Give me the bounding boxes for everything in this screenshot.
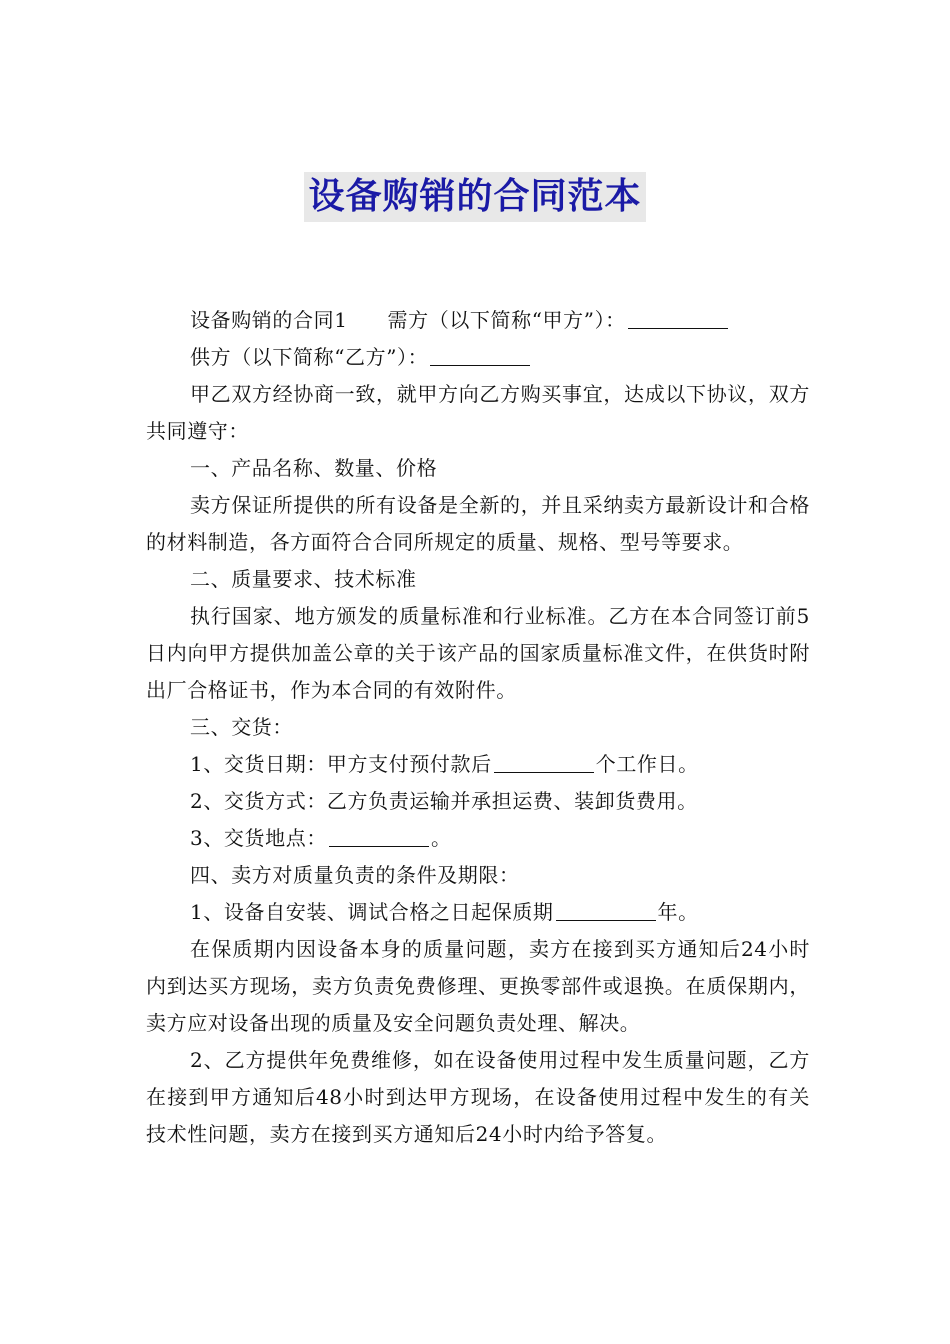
buyer-blank — [628, 308, 728, 329]
document-body — [146, 302, 810, 1153]
seller-blank — [430, 345, 530, 366]
title-container — [0, 172, 950, 222]
delivery-days-blank — [494, 752, 594, 773]
warranty-suffix: 年。 — [657, 900, 699, 924]
section-heading-2: 二、质量要求、技术标准 — [190, 567, 417, 591]
parties-line-seller — [146, 339, 810, 376]
paragraph-maintenance: 2、乙方提供年免费维修，如在设备使用过程中发生质量问题，乙方在接到甲方通知后48小时到达甲方现场，在设备使用过程中发生的有关技术性问题，卖方在接到买方通知后24小时内给予答复。 — [146, 1048, 810, 1146]
section-heading-3: 三、交货： — [190, 715, 293, 739]
delivery-place-blank — [329, 826, 429, 847]
buyer-label: 需方（以下简称“甲方”）： — [387, 308, 626, 332]
contract-label: 设备购销的合同1 — [190, 308, 348, 332]
section-heading-4: 四、卖方对质量负责的条件及期限： — [190, 863, 520, 887]
delivery-method-line: 2、交货方式：乙方负责运输并承担运费、装卸货费用。 — [190, 789, 698, 813]
section-heading-1: 一、产品名称、数量、价格 — [190, 456, 438, 480]
delivery-date-label: 1、交货日期：甲方支付预付款后 — [190, 752, 492, 776]
paragraph-quality: 执行国家、地方颁发的质量标准和行业标准。乙方在本合同签订前5日内向甲方提供加盖公章的关于该产品的国家质量标准文件，在供货时附出厂合格证书，作为本合同的有效附件。 — [146, 604, 810, 702]
delivery-place-label: 3、交货地点： — [190, 826, 327, 850]
paragraph-intro: 甲乙双方经协商一致，就甲方向乙方购买事宜，达成以下协议，双方共同遵守： — [146, 382, 810, 443]
paragraph-product: 卖方保证所提供的所有设备是全新的，并且采纳卖方最新设计和合格的材料制造，各方面符合合同所规定的质量、规格、型号等要求。 — [146, 493, 810, 554]
paragraph-warranty-service: 在保质期内因设备本身的质量问题，卖方在接到买方通知后24小时内到达买方现场，卖方负责免费修理、更换零部件或退换。在质保期内，卖方应对设备出现的质量及安全问题负责处理、解决。 — [146, 937, 810, 1035]
warranty-line — [146, 894, 810, 931]
delivery-date-suffix: 个工作日。 — [595, 752, 699, 776]
document-title: 设备购销的合同范本 — [304, 172, 645, 222]
delivery-date-line — [146, 746, 810, 783]
warranty-years-blank — [556, 900, 656, 921]
delivery-place-line — [146, 820, 810, 857]
seller-label: 供方（以下简称“乙方”）： — [190, 345, 429, 369]
delivery-place-suffix: 。 — [430, 826, 452, 850]
warranty-label: 1、设备自安装、调试合格之日起保质期 — [190, 900, 554, 924]
parties-line-buyer — [146, 302, 810, 339]
